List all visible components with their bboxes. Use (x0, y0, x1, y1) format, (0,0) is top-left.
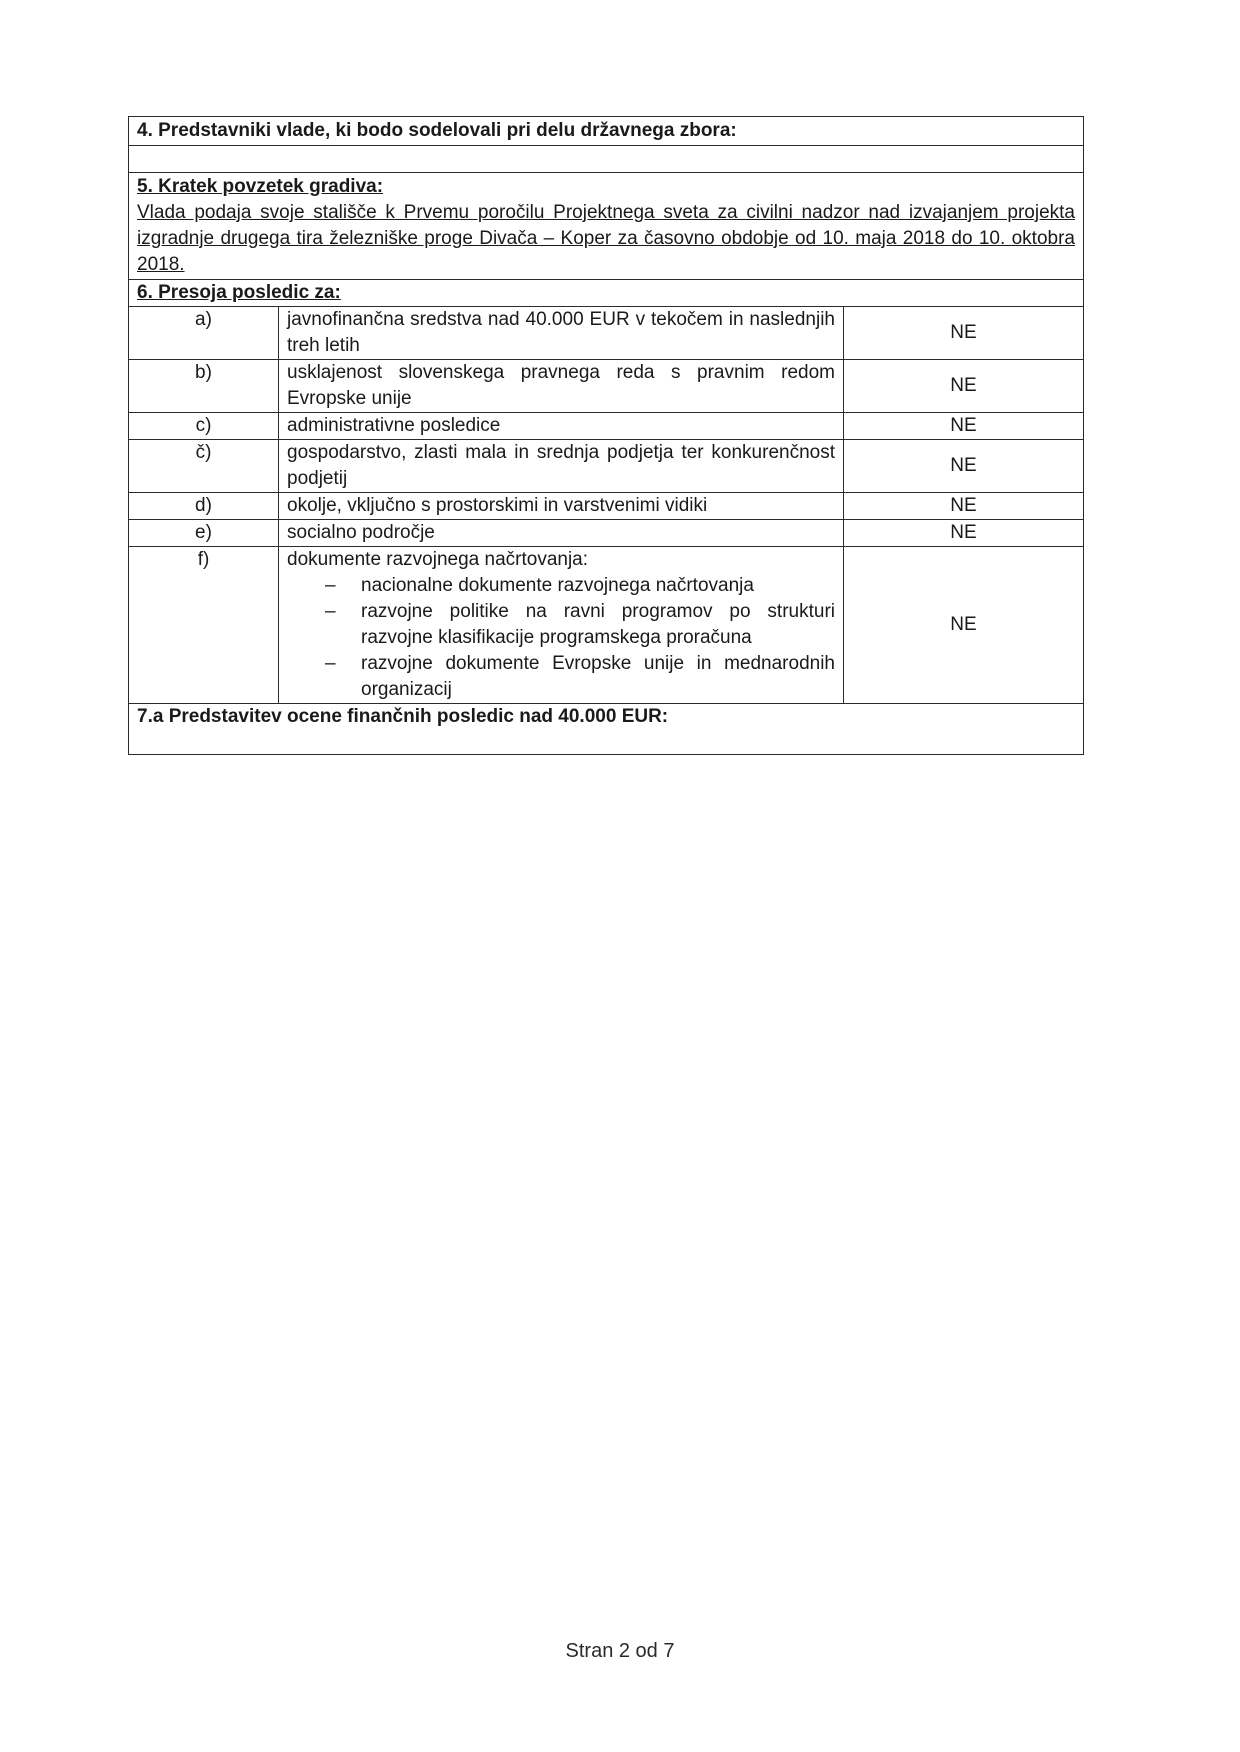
consequence-letter: d) (129, 493, 279, 520)
consequence-letter: c) (129, 413, 279, 440)
section-7a-title-row (129, 704, 1084, 755)
consequence-letter: č) (129, 440, 279, 493)
consequence-row-d (129, 493, 1084, 520)
section-5-summary: Vlada podaja svoje stališče k Prvemu poročilu Projektnega sveta za civilni nadzor nad izvajanjem projekta izgradnje drugega tira železniške proge Divača – Koper za časovno obdobje od 10. maja 2018 do 10. oktobra 2018. (137, 202, 1075, 275)
section-7a-title-text: 7.a Predstavitev ocene finančnih posledic nad 40.000 EUR: (137, 706, 669, 727)
consequence-description: gospodarstvo, zlasti mala in srednja podjetja ter konkurenčnost podjetij (279, 440, 844, 493)
list-item: – nacionalne dokumente razvojnega načrtovanja (287, 573, 835, 599)
consequence-answer: NE (844, 520, 1084, 547)
consequence-description (279, 547, 844, 704)
consequence-letter: a) (129, 307, 279, 360)
section-4-row (129, 117, 1084, 146)
consequence-row-a (129, 307, 1084, 360)
consequence-answer: NE (844, 413, 1084, 440)
government-form-table (128, 116, 1084, 755)
section-6-title: 6. Presoja posledic za: (129, 280, 1084, 307)
consequence-answer: NE (844, 493, 1084, 520)
consequence-description: okolje, vključno s prostorskimi in varstvenimi vidiki (279, 493, 844, 520)
section-5-title-text: 5. Kratek povzetek gradiva: (137, 176, 384, 197)
consequence-row-c (129, 413, 1084, 440)
page-number: Stran 2 od 7 (565, 1640, 675, 1662)
consequence-row-b (129, 360, 1084, 413)
consequence-row-c-caron (129, 440, 1084, 493)
list-item: – razvojne dokumente Evropske unije in mednarodnih organizacij (287, 651, 835, 703)
section-4-empty-row (129, 146, 1084, 173)
consequence-f-heading: dokumente razvojnega načrtovanja: (287, 549, 589, 570)
section-7a-title (129, 704, 1084, 755)
development-documents-list (287, 573, 835, 703)
consequence-letter: e) (129, 520, 279, 547)
consequence-description: javnofinančna sredstva nad 40.000 EUR v tekočem in naslednjih treh letih (279, 307, 844, 360)
consequence-letter: f) (129, 547, 279, 704)
list-item: – razvojne politike na ravni programov po strukturi razvojne klasifikacije programskega proračuna (287, 599, 835, 651)
consequence-answer: NE (844, 547, 1084, 704)
section-6-title-row (129, 280, 1084, 307)
consequence-description: usklajenost slovenskega pravnega reda s pravnim redom Evropske unije (279, 360, 844, 413)
section-5-title-row (129, 173, 1084, 280)
consequence-description: administrativne posledice (279, 413, 844, 440)
consequence-letter: b) (129, 360, 279, 413)
consequence-row-e (129, 520, 1084, 547)
consequence-answer: NE (844, 307, 1084, 360)
section-4-title: 4. Predstavniki vlade, ki bodo sodelovali pri delu državnega zbora: (129, 117, 1084, 146)
consequence-answer: NE (844, 360, 1084, 413)
consequence-row-f (129, 547, 1084, 704)
section-5-title (129, 173, 1084, 280)
consequence-description: socialno področje (279, 520, 844, 547)
consequence-answer: NE (844, 440, 1084, 493)
section-4-content (129, 146, 1084, 173)
